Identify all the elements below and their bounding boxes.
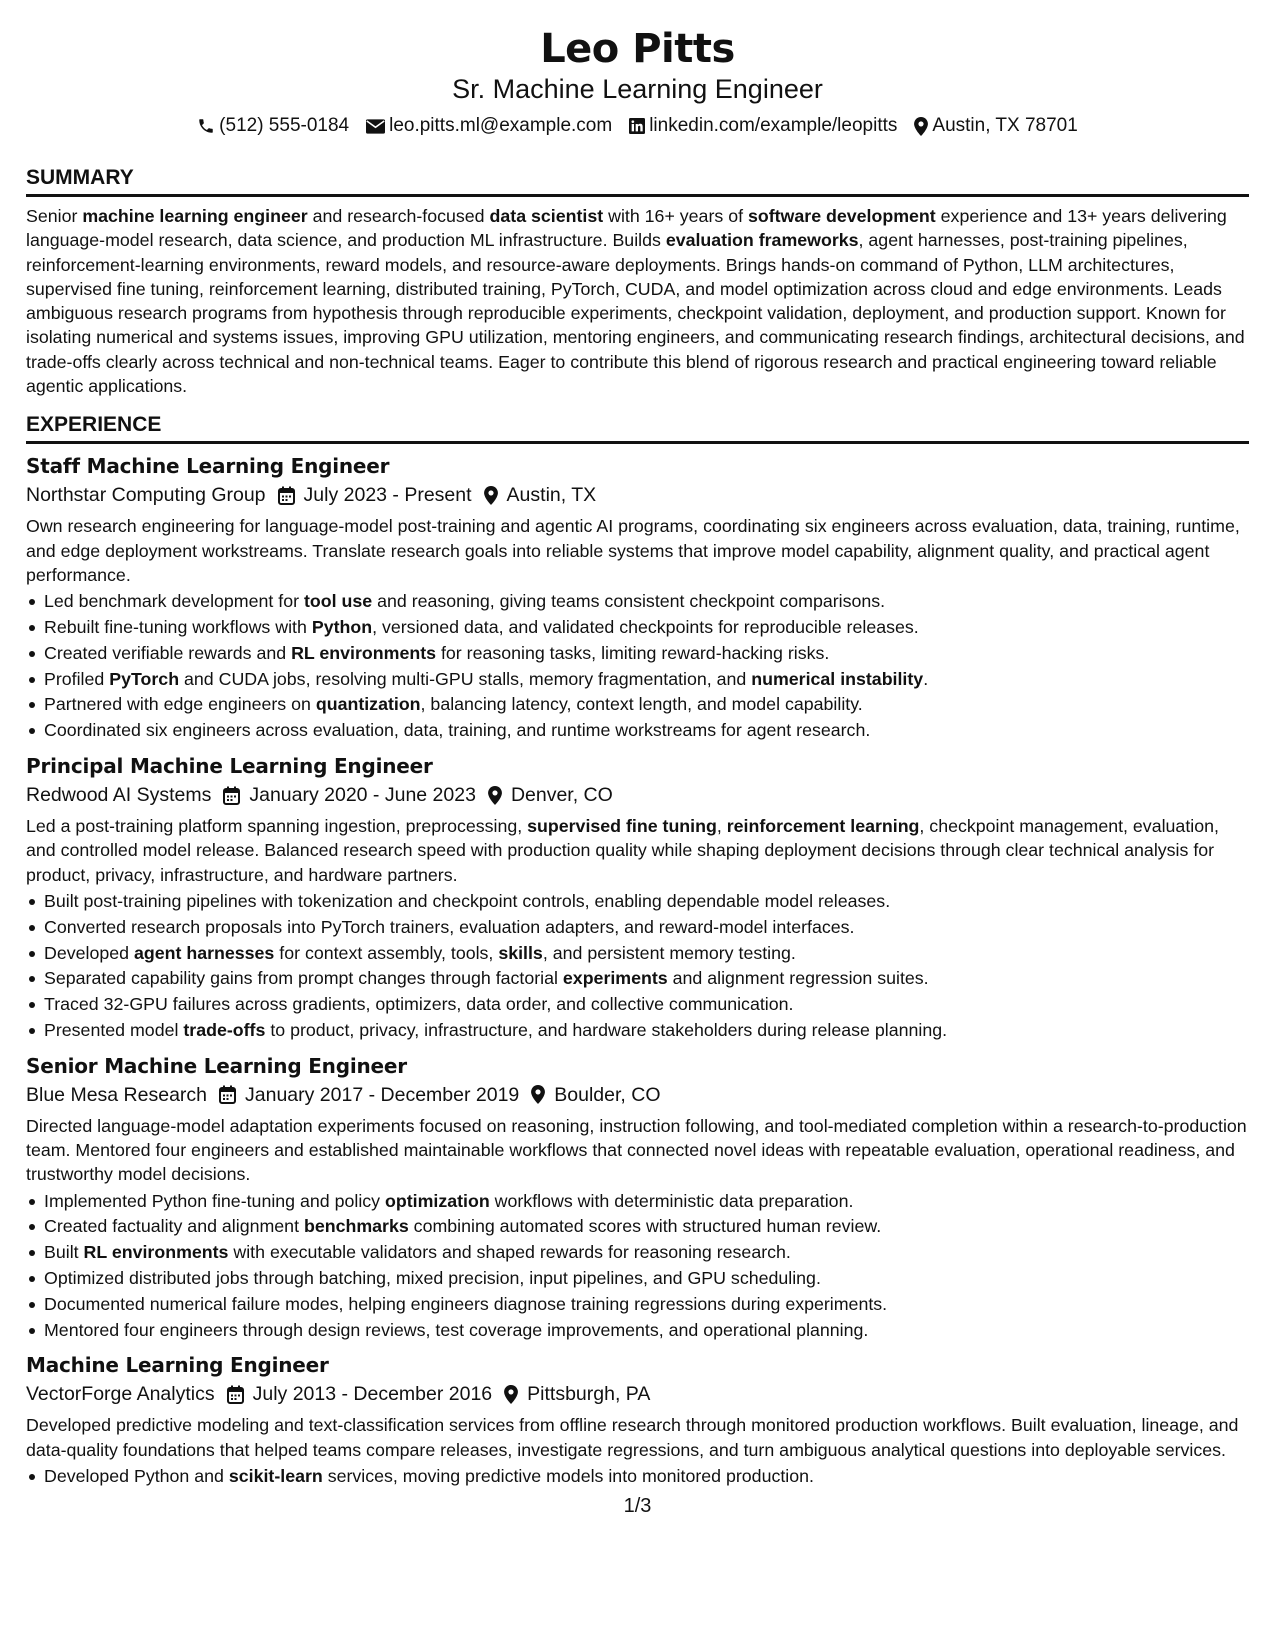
bullet-item — [26, 966, 1249, 992]
text-run: Developed Python and — [44, 1465, 229, 1486]
emphasis-text: benchmarks — [303, 1216, 409, 1237]
job-location: Denver, CO — [510, 784, 613, 807]
calendar-icon — [211, 786, 249, 805]
bullet-item — [26, 1266, 1249, 1292]
text-run: Led a post-training platform spanning ingestion, preprocessing, — [26, 816, 528, 837]
job-dates: January 2017 - December 2019 — [245, 1083, 520, 1106]
bullet-item — [26, 1240, 1249, 1266]
emphasis-text: skills — [498, 942, 543, 963]
location-pin-icon — [472, 486, 507, 505]
bullet-item — [26, 915, 1249, 941]
phone-icon — [197, 117, 215, 135]
page-number: 1/3 — [623, 1495, 652, 1517]
summary-text — [26, 204, 1249, 398]
text-run: Presented model — [44, 1019, 184, 1040]
contact-email[interactable] — [366, 114, 612, 138]
text-run: for reasoning tasks, limiting reward-hacking risks. — [436, 642, 830, 663]
job-dates: January 2020 - June 2023 — [249, 784, 476, 807]
text-run: Separated capability gains from prompt changes through factorial — [44, 968, 563, 989]
job-entry — [26, 1352, 1249, 1489]
emphasis-text: optimization — [385, 1190, 490, 1211]
job-title: Machine Learning Engineer — [26, 1353, 329, 1378]
text-run: , versioned data, and validated checkpoints for reproducible releases. — [372, 617, 919, 638]
contact-location — [914, 114, 1077, 138]
bullet-item — [26, 718, 1249, 744]
text-run: Mentored four engineers through design reviews, test coverage improvements, and operational planning. — [44, 1319, 869, 1340]
calendar-icon — [215, 1385, 253, 1404]
emphasis-text: numerical instability — [751, 668, 924, 689]
contact-bar — [26, 114, 1249, 138]
linkedin-icon — [629, 118, 645, 134]
location-pin-icon — [519, 1085, 554, 1104]
text-run: Built post-training pipelines with tokenization and checkpoint controls, enabling dependable model releases. — [44, 890, 891, 911]
bullet-item — [26, 667, 1249, 693]
candidate-role: Sr. Machine Learning Engineer — [452, 74, 823, 104]
text-run: services, moving predictive models into monitored production. — [322, 1465, 814, 1486]
envelope-icon — [366, 119, 385, 134]
text-run: combining automated scores with structured human review. — [408, 1216, 882, 1237]
summary-heading: SUMMARY — [26, 165, 1249, 197]
text-run: and CUDA jobs, resolving multi-GPU stalls, memory fragmentation, and — [179, 668, 752, 689]
contact-location-text: Austin, TX 78701 — [932, 115, 1078, 136]
text-run: Built — [44, 1242, 84, 1263]
text-run: experience and 13+ years delivering language-model research, data science, and production ML infrastructure. Builds — [26, 206, 1227, 251]
text-run: with 16+ years of — [603, 206, 748, 226]
job-bullets — [26, 889, 1249, 1044]
job-title: Senior Machine Learning Engineer — [26, 1053, 407, 1078]
emphasis-text: reinforcement learning — [726, 816, 920, 837]
bullet-item — [26, 615, 1249, 641]
job-company: Northstar Computing Group — [26, 484, 266, 507]
job-dates: July 2013 - December 2016 — [252, 1383, 493, 1406]
text-run: to product, privacy, infrastructure, and hardware stakeholders during release planning. — [265, 1019, 948, 1040]
resume-header — [26, 26, 1249, 138]
job-meta — [26, 782, 1249, 808]
bullet-item — [26, 641, 1249, 667]
text-run: Senior — [26, 206, 83, 226]
emphasis-text: data scientist — [489, 206, 604, 226]
job-bullets — [26, 1464, 1249, 1490]
job-title: Principal Machine Learning Engineer — [26, 754, 433, 779]
job-entry — [26, 1053, 1249, 1344]
job-title: Staff Machine Learning Engineer — [26, 454, 390, 479]
emphasis-text: RL environments — [291, 642, 437, 663]
emphasis-text: tool use — [303, 591, 373, 612]
bullet-item — [26, 992, 1249, 1018]
job-bullets — [26, 1189, 1249, 1344]
text-run: and research-focused — [307, 206, 490, 226]
contact-email-text: leo.pitts.ml@example.com — [389, 115, 613, 136]
calendar-icon — [266, 486, 304, 505]
text-run: with executable validators and shaped rewards for reasoning research. — [228, 1242, 791, 1263]
emphasis-text: RL environments — [83, 1242, 229, 1263]
bullet-item — [26, 1214, 1249, 1240]
bullet-item — [26, 1292, 1249, 1318]
bullet-item — [26, 889, 1249, 915]
text-run: Developed — [44, 942, 134, 963]
text-run: Profiled — [44, 668, 110, 689]
text-run: Partnered with edge engineers on — [44, 694, 316, 715]
text-run: , — [716, 816, 727, 837]
bullet-item — [26, 1189, 1249, 1215]
job-description: Directed language-model adaptation experiments focused on reasoning, instruction following, and tool-mediated completion within a research-to-production team. Mentored four engineers and established maintainable workflows that connected novel ideas with repeatable evaluation, operational readiness, and trustworthy model decisions. — [26, 1115, 1247, 1185]
candidate-name: Leo Pitts — [540, 26, 735, 72]
emphasis-text: trade-offs — [183, 1019, 266, 1040]
bullet-item — [26, 941, 1249, 967]
text-run: , checkpoint management, evaluation, and controlled model release. Balanced research speed with production quality while shaping deployment decisions through clear technical analysis for product, privacy, infrastructure, and hardware partners. — [26, 816, 1219, 885]
contact-phone[interactable] — [197, 114, 349, 138]
job-description: Developed predictive modeling and text-classification services from offline research through monitored production workflows. Built evaluation, lineage, and data-quality foundations that helped teams compare releases, investigate regressions, and turn ambiguous analytical questions into deployable services. — [26, 1415, 1239, 1460]
bullet-item — [26, 589, 1249, 615]
text-run: , agent harnesses, post-training pipelines, reinforcement-learning environments, reward models, and resource-aware deployments. Brings hands-on command of Python, LLM architectures, supervised fine tuning, reinforcement learning, distributed training, PyTorch, CUDA, and model optimization across cloud and edge environments. Leads ambiguous research programs from hypothesis through reproducible experiments, checkpoint validation, deployment, and production support. Known for isolating numerical and systems issues, improving GPU utilization, mentoring engineers, and communicating research findings, architectural decisions, and trade-offs clearly across technical and non-technical teams. Eager to contribute this blend of rigorous research and practical engineering toward reliable agentic applications. — [26, 230, 1245, 397]
job-meta — [26, 482, 1249, 508]
text-run: Optimized distributed jobs through batching, mixed precision, input pipelines, and GPU scheduling. — [44, 1268, 821, 1288]
text-run: , balancing latency, context length, and model capability. — [420, 694, 863, 715]
job-bullets — [26, 589, 1249, 744]
bullet-item — [26, 1464, 1249, 1490]
text-run: Created verifiable rewards and — [44, 642, 292, 663]
job-company: Blue Mesa Research — [26, 1083, 208, 1106]
contact-linkedin[interactable] — [629, 114, 897, 138]
experience-list — [26, 453, 1249, 1489]
location-pin-icon — [492, 1385, 527, 1404]
job-company: VectorForge Analytics — [26, 1383, 215, 1406]
emphasis-text: scikit-learn — [228, 1465, 323, 1486]
text-run: Traced 32-GPU failures across gradients, optimizers, data order, and collective communication. — [44, 994, 794, 1015]
job-location: Pittsburgh, PA — [527, 1383, 651, 1406]
job-location: Boulder, CO — [554, 1083, 661, 1106]
emphasis-text: software development — [747, 206, 936, 226]
job-location: Austin, TX — [506, 484, 597, 507]
emphasis-text: evaluation frameworks — [665, 230, 859, 251]
text-run: and reasoning, giving teams consistent checkpoint comparisons. — [372, 591, 886, 612]
job-meta — [26, 1381, 1249, 1407]
contact-linkedin-text: linkedin.com/example/leopitts — [649, 115, 898, 136]
job-description: Own research engineering for language-model post-training and agentic AI programs, coordinating six engineers across evaluation, data, training, runtime, and edge deployment workstreams. Translate research goals into reliable systems that improve model capability, alignment quality, and practical agent performance. — [26, 516, 1240, 585]
contact-phone-text: (512) 555-0184 — [219, 115, 350, 136]
emphasis-text: supervised fine tuning — [527, 816, 717, 837]
location-pin-icon — [914, 117, 928, 136]
text-run: workflows with deterministic data preparation. — [489, 1190, 854, 1211]
text-run: . — [923, 668, 929, 689]
text-run: Rebuilt fine-tuning workflows with — [44, 617, 312, 638]
bullet-item — [26, 692, 1249, 718]
text-run: Implemented Python fine-tuning and policy — [44, 1190, 386, 1211]
text-run: Created factuality and alignment — [44, 1216, 304, 1237]
location-pin-icon — [476, 786, 511, 805]
emphasis-text: Python — [311, 617, 373, 638]
job-description — [26, 814, 1249, 887]
text-run: for context assembly, tools, — [274, 942, 499, 963]
text-run: Converted research proposals into PyTorch trainers, evaluation adapters, and reward-model interfaces. — [44, 916, 855, 937]
calendar-icon — [207, 1085, 245, 1104]
text-run: Coordinated six engineers across evaluation, data, training, and runtime workstreams for agent research. — [44, 720, 871, 741]
emphasis-text: PyTorch — [109, 668, 180, 689]
emphasis-text: agent harnesses — [133, 942, 275, 963]
emphasis-text: quantization — [315, 694, 421, 715]
job-entry — [26, 753, 1249, 1044]
emphasis-text: machine learning engineer — [82, 206, 308, 226]
experience-heading: EXPERIENCE — [26, 412, 1249, 444]
text-run: and alignment regression suites. — [667, 968, 929, 989]
text-run: , and persistent memory testing. — [542, 942, 796, 963]
bullet-item — [26, 1018, 1249, 1044]
emphasis-text: experiments — [562, 968, 668, 989]
text-run: Led benchmark development for — [44, 591, 304, 612]
job-meta — [26, 1082, 1249, 1108]
job-company: Redwood AI Systems — [26, 784, 212, 807]
job-entry — [26, 453, 1249, 744]
text-run: Documented numerical failure modes, helping engineers diagnose training regressions during experiments. — [44, 1293, 888, 1314]
job-dates: July 2023 - Present — [303, 484, 472, 507]
bullet-item — [26, 1318, 1249, 1344]
resume-page — [26, 0, 1249, 1650]
